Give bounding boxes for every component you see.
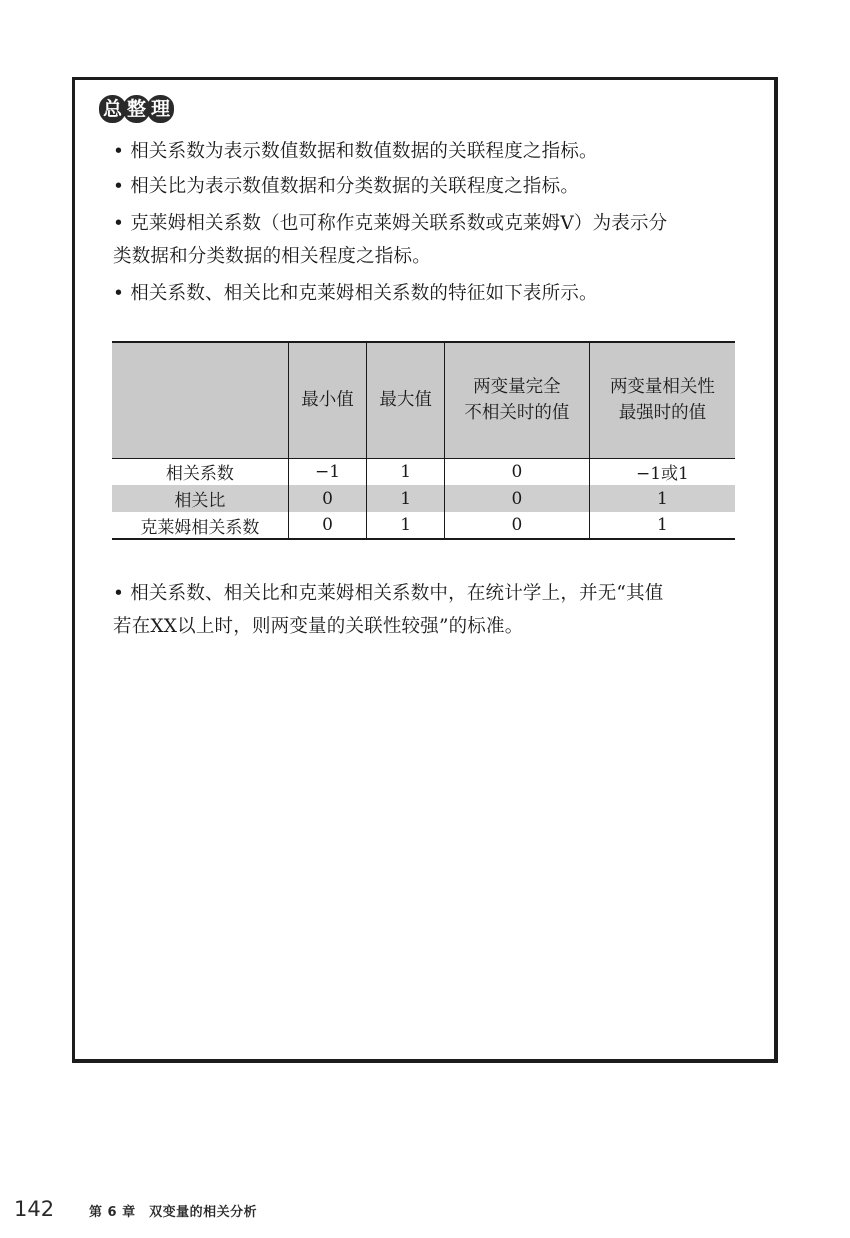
bullet-1: • 相关系数为表示数值数据和数值数据的关联程度之指标。 bbox=[113, 141, 598, 162]
page-number: 142 bbox=[14, 1197, 55, 1221]
bullet-3: • 克莱姆相关系数（也可称作克莱姆关联系数或克莱姆V）为表示分 类数据和分类数据的相关程度之指标。 bbox=[113, 213, 668, 267]
badge-char: 理 bbox=[147, 95, 174, 123]
comparison-table bbox=[112, 341, 735, 540]
header-cell: 两变量相关性 最强时的值 bbox=[589, 342, 735, 458]
row-label: 克莱姆相关系数 bbox=[112, 512, 288, 539]
table-cell: 0 bbox=[444, 512, 589, 539]
chapter-title: 第 6 章 双变量的相关分析 bbox=[89, 1205, 258, 1220]
table-cell: 1 bbox=[367, 458, 445, 485]
table-cell: 1 bbox=[367, 485, 445, 512]
table-cell: 0 bbox=[288, 485, 367, 512]
table-cell: 1 bbox=[367, 512, 445, 539]
table-cell: 0 bbox=[288, 512, 367, 539]
header-cell bbox=[112, 342, 288, 458]
table-row bbox=[112, 458, 735, 485]
row-label: 相关比 bbox=[174, 491, 226, 511]
table-cell: 1 bbox=[589, 485, 735, 512]
header-cell: 最小值 bbox=[288, 342, 367, 458]
badge-char: 整 bbox=[123, 95, 150, 123]
note-paragraph: • 相关系数、相关比和克莱姆相关系数中，在统计学上，并无“其值 若在XX以上时，则两变量的关联性较强”的标准。 bbox=[113, 583, 664, 637]
summary-badge bbox=[99, 95, 171, 123]
table-cell: −1 bbox=[288, 458, 367, 485]
table-cell: 0 bbox=[444, 485, 589, 512]
bullet-2: • 相关比为表示数值数据和分类数据的关联程度之指标。 bbox=[113, 176, 580, 197]
table-cell: 0 bbox=[444, 458, 589, 485]
header-cell: 两变量完全 不相关时的值 bbox=[444, 342, 589, 458]
table-row bbox=[112, 512, 735, 539]
header-cell: 最大值 bbox=[367, 342, 445, 458]
badge-char: 总 bbox=[99, 95, 126, 123]
table-row bbox=[112, 485, 735, 512]
table-header-row bbox=[112, 342, 735, 458]
row-label: 相关系数 bbox=[165, 464, 234, 485]
bullet-4: • 相关系数、相关比和克莱姆相关系数的特征如下表所示。 bbox=[113, 283, 598, 304]
table-cell: 1 bbox=[589, 512, 735, 539]
table-cell: −1或1 bbox=[589, 458, 735, 485]
